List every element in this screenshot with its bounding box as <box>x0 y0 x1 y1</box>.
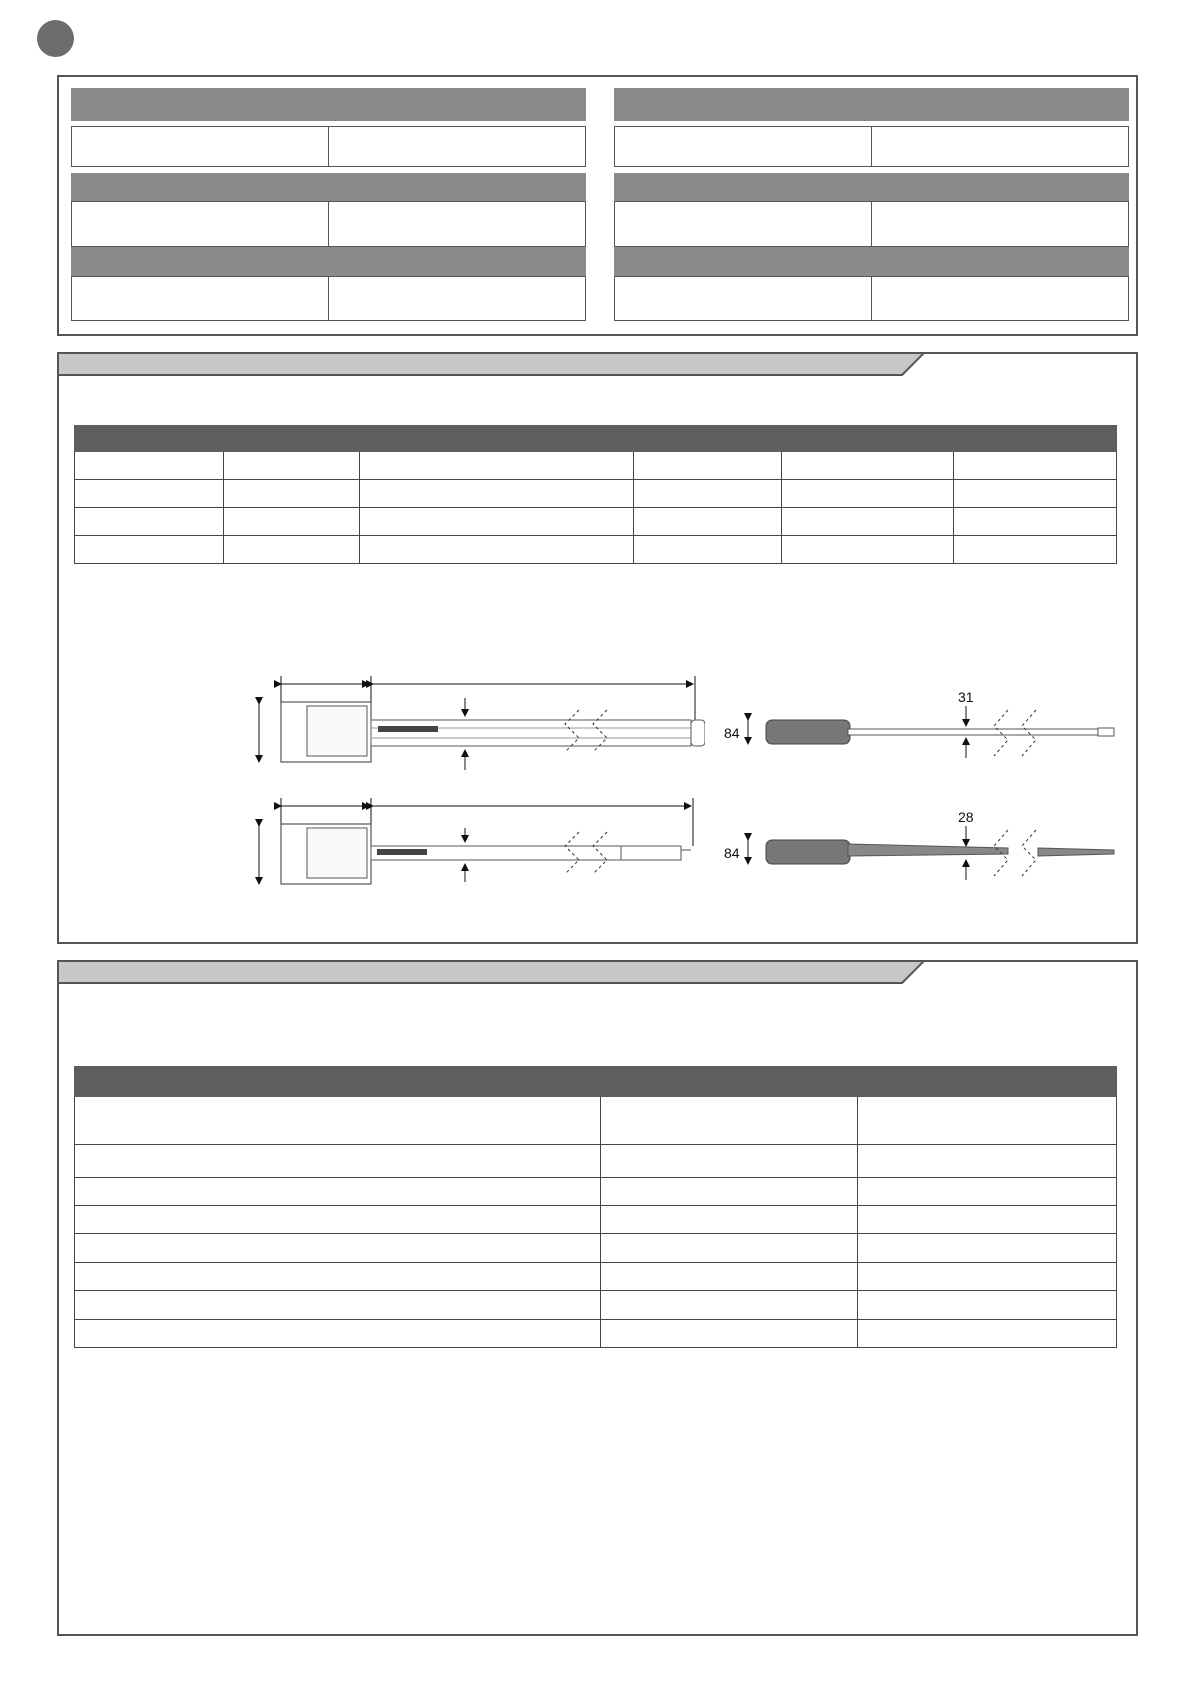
spec-box-header-right-2 <box>614 173 1129 201</box>
product-section-tab <box>58 353 924 377</box>
product-table <box>74 425 1117 564</box>
table-row <box>75 1145 1117 1178</box>
spec-section-tab <box>58 961 924 985</box>
thickness-label: 28 <box>958 809 974 825</box>
table-row <box>75 480 1117 508</box>
table-row <box>75 1291 1117 1320</box>
height-label: 84 <box>724 845 740 861</box>
spec-box-row-left-1 <box>71 126 586 167</box>
spec-box-row-right-1 <box>614 126 1129 167</box>
drawing-side-view-bottom <box>718 804 1128 894</box>
spec-box-row-left-3 <box>71 276 586 321</box>
spec-box-row-right-2 <box>614 201 1129 247</box>
drawing-operator-rail-top <box>245 670 705 780</box>
spec-box-header-left-2 <box>71 173 586 201</box>
table-row <box>75 1178 1117 1206</box>
spec-box-row-left-2 <box>71 201 586 247</box>
table-row <box>75 1206 1117 1234</box>
spec-box-header-left-1 <box>71 88 586 121</box>
product-table-header <box>75 426 1117 452</box>
spec-box-header-right-3 <box>614 247 1129 276</box>
height-label: 84 <box>724 725 740 741</box>
spec-box-header-left-3 <box>71 247 586 276</box>
table-row <box>75 508 1117 536</box>
spec-box-header-right-1 <box>614 88 1129 121</box>
table-row <box>75 1097 1117 1145</box>
drawing-side-view-top <box>718 680 1128 770</box>
table-row <box>75 1263 1117 1291</box>
spec-table-header <box>75 1067 1117 1097</box>
spec-box-row-right-3 <box>614 276 1129 321</box>
table-row <box>75 1234 1117 1263</box>
spec-table <box>74 1066 1117 1348</box>
table-row <box>75 1320 1117 1348</box>
table-row <box>75 536 1117 564</box>
thickness-label: 31 <box>958 689 974 705</box>
drawing-operator-chain-bottom <box>245 792 705 902</box>
page-number-badge <box>37 20 74 57</box>
table-row <box>75 452 1117 480</box>
